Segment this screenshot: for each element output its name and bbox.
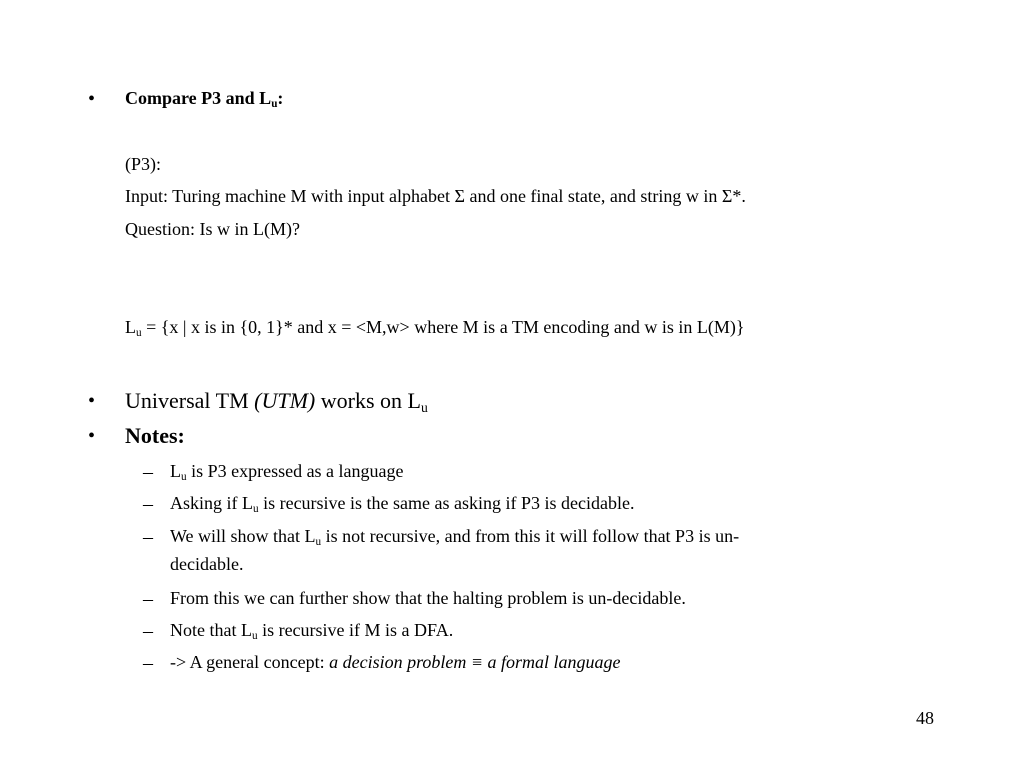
lu-definition: [125, 317, 744, 338]
note-item-5: [170, 620, 453, 641]
page-number: 48: [916, 708, 934, 728]
p3-label: (P3):: [125, 154, 161, 174]
utm-line: [125, 388, 428, 414]
lu-symbol: L: [125, 317, 136, 337]
dash-marker: –: [143, 493, 153, 515]
note-item-5-post: is recursive if M is a DFA.: [257, 620, 454, 640]
note-item-2-post: is recursive is the same as asking if P3 is decidable.: [258, 493, 635, 513]
bullet-marker: •: [88, 425, 96, 447]
dash-marker: –: [143, 620, 153, 642]
bullet-marker: •: [88, 390, 96, 412]
compare-heading: [125, 88, 283, 109]
note-item-2: [170, 493, 635, 514]
dash-marker: –: [143, 652, 153, 674]
bullet-marker: •: [88, 88, 96, 110]
note-item-3: [170, 526, 739, 547]
lu-subscript: u: [136, 327, 142, 340]
utm-italic: (UTM): [254, 388, 316, 413]
note-item-5-pre: Note that L: [170, 620, 252, 640]
note-item-6-pre: -> A general concept:: [170, 652, 330, 672]
utm-subscript: u: [420, 399, 428, 415]
note-item-1-subscript: u: [181, 471, 187, 484]
notes-heading: Notes:: [125, 423, 185, 448]
note-item-3-post: is not recursive, and from this it will follow that P3 is un-: [321, 526, 740, 546]
p3-question-line: Question: Is w in L(M)?: [125, 219, 300, 239]
note-item-4: From this we can further show that the halting problem is un-decidable.: [170, 588, 686, 608]
compare-heading-subscript: u: [271, 98, 278, 111]
utm-text-post: works on L: [315, 388, 421, 413]
note-item-5-subscript: u: [251, 630, 258, 643]
note-item-6: [170, 652, 621, 673]
note-item-1-pre: L: [170, 461, 181, 481]
lu-definition-text: = {x | x is in {0, 1}* and x = <M,w> where M is a TM encoding and w is in L(M)}: [141, 317, 745, 337]
note-item-2-pre: Asking if L: [170, 493, 253, 513]
note-item-3-pre: We will show that L: [170, 526, 316, 546]
dash-marker: –: [143, 588, 153, 610]
note-item-6-italic: a decision problem ≡ a formal language: [329, 652, 621, 672]
note-item-2-subscript: u: [253, 503, 259, 516]
note-item-3-continuation: decidable.: [170, 554, 244, 574]
compare-heading-colon: :: [277, 88, 284, 108]
compare-heading-text: Compare P3 and L: [125, 88, 272, 108]
note-item-1-post: is P3 expressed as a language: [186, 461, 404, 481]
dash-marker: –: [143, 461, 153, 483]
note-item-1: [170, 461, 404, 482]
dash-marker: –: [143, 526, 153, 548]
note-item-3-subscript: u: [315, 536, 322, 549]
utm-text-pre: Universal TM: [125, 388, 255, 413]
p3-input-line: Input: Turing machine M with input alphabet Σ and one final state, and string w in Σ*.: [125, 186, 746, 206]
